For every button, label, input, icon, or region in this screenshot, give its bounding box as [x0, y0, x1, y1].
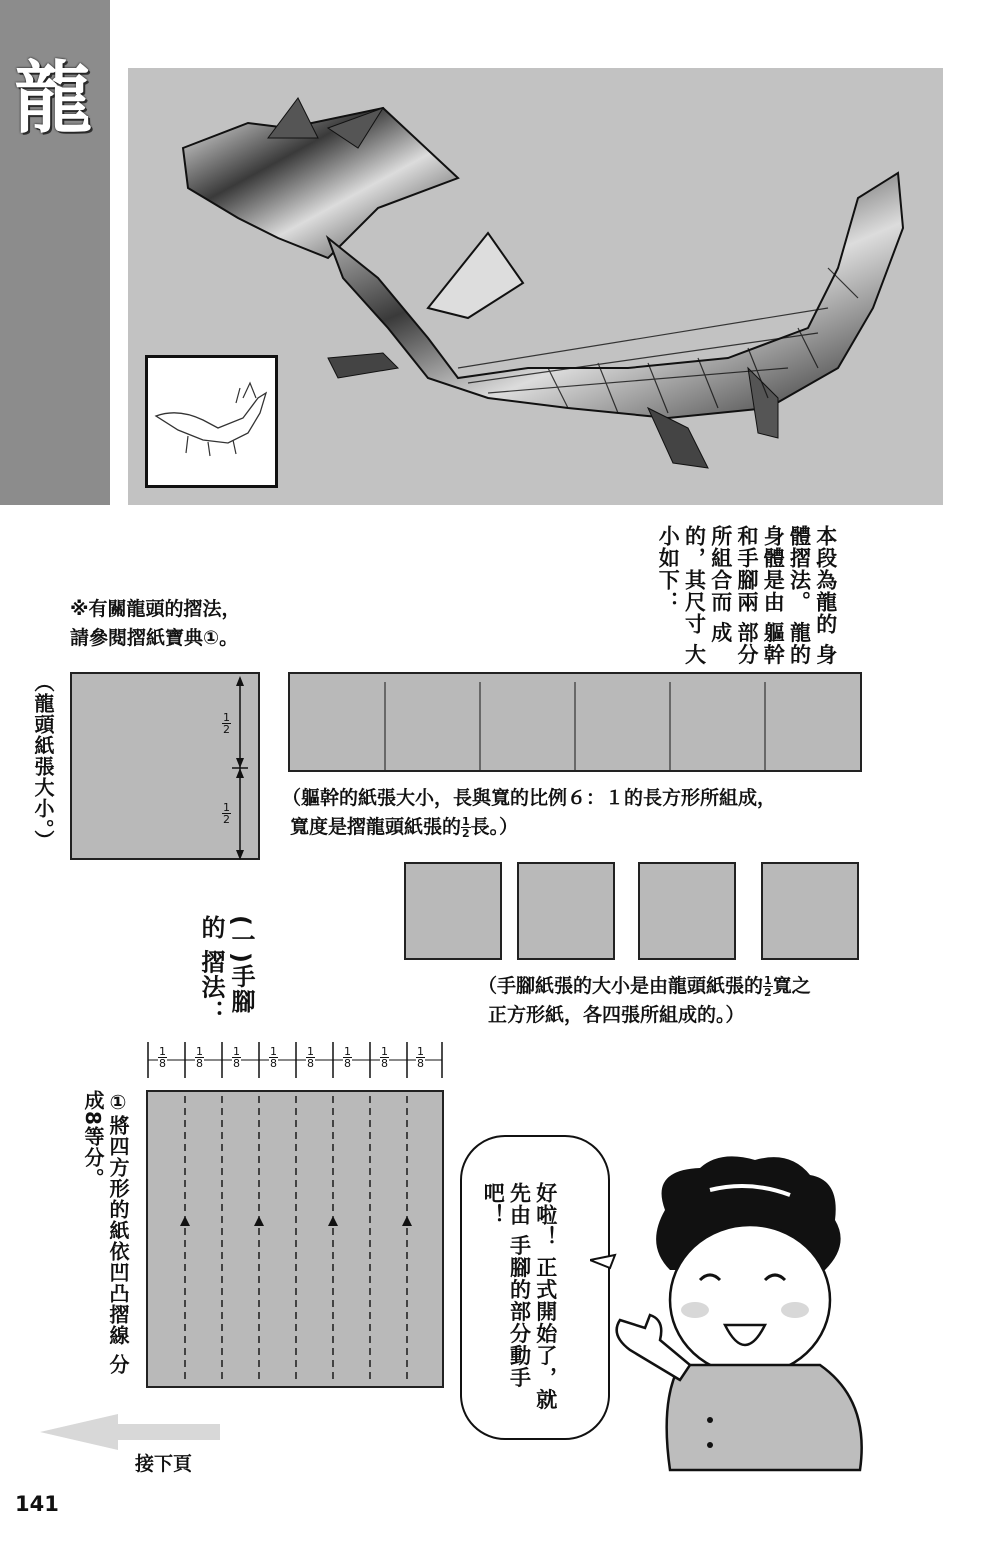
speech-line: 好啦！: [533, 1182, 558, 1248]
next-page-arrow-icon: [40, 1412, 220, 1452]
ruler-frac: $\frac{1}{8}$: [233, 1045, 240, 1070]
ruler-frac: $\frac{1}{8}$: [270, 1045, 277, 1070]
limb-caption: [478, 972, 811, 1031]
section-title-line: 摺法：: [197, 949, 225, 1025]
ruler-frac: $\frac{1}{8}$: [344, 1045, 351, 1070]
note-line: 請參閱摺紙寶典①。: [70, 627, 239, 650]
ruler-lines: [146, 1040, 444, 1080]
ruler-frac: $\frac{1}{8}$: [417, 1045, 424, 1070]
head-paper-dimension: [232, 674, 262, 862]
head-paper-square: [70, 672, 260, 860]
section-title: [196, 915, 256, 1035]
intro-line: 身體摺法。: [787, 525, 838, 666]
guide-character: [590, 1150, 880, 1480]
ruler-frac: $\frac{1}{8}$: [196, 1045, 203, 1070]
note-line: ※有關龍頭的摺法，: [70, 598, 241, 620]
fold-arrow-icon: [328, 1216, 338, 1226]
shirt-icon: [667, 1365, 862, 1470]
step1-line: ①將四方形的紙依凹凸摺線: [106, 1090, 130, 1346]
limb-paper-square: [517, 862, 615, 960]
intro-text: [655, 525, 839, 675]
intro-line: 龍的身體是由: [761, 525, 812, 666]
limb-caption-line: 正方形紙，各四張所組成的。）: [488, 1004, 745, 1027]
fold-arrow-icon: [254, 1216, 264, 1226]
torso-paper: [288, 672, 862, 772]
dragon-head-note: [70, 595, 240, 654]
limb-paper-square: [404, 862, 502, 960]
section-title-line: (一)手腳的: [197, 915, 255, 1014]
step1-square: [146, 1090, 444, 1388]
page-number: 141: [15, 1492, 59, 1516]
eighths-ruler: [146, 1040, 444, 1080]
step1-text: [80, 1090, 130, 1390]
limb-paper-square: [761, 862, 859, 960]
dragon-thumbnail: [145, 355, 278, 488]
fold-lines: [148, 1092, 442, 1386]
torso-frac: $\frac{1}{2}$: [462, 815, 470, 841]
face-icon: [670, 1225, 830, 1375]
speech-line: 手腳的部分動手吧！: [481, 1182, 532, 1389]
limb-paper-square: [638, 862, 736, 960]
limb-caption-line: （手腳紙張的大小是由龍頭紙張的 $\frac{1}{2}$ 寬之: [478, 974, 811, 999]
dragon-sketch-icon: [148, 358, 275, 485]
intro-line: 本段為龍的: [813, 525, 838, 635]
speech-line: 正式開始了，就先由: [507, 1182, 558, 1411]
fold-arrow-icon: [402, 1216, 412, 1226]
speech-text: [480, 1182, 559, 1422]
torso-divisions: [290, 674, 860, 770]
step1-line: 分成8等分。: [81, 1090, 130, 1375]
ruler-frac: $\frac{1}{8}$: [381, 1045, 388, 1070]
limb-frac: $\frac{1}{2}$: [764, 974, 772, 999]
torso-caption-line: 寬度是摺龍頭紙張的 $\frac{1}{2}$ 長。）: [290, 815, 519, 841]
ruler-frac: $\frac{1}{8}$: [159, 1045, 166, 1070]
head-paper-label: （龍頭紙張大小。）: [31, 672, 55, 851]
intro-line: 成的，其尺寸: [682, 525, 733, 644]
head-frac-bottom: $\frac{1}{2}$: [223, 801, 230, 826]
speech-bubble: [460, 1135, 610, 1440]
torso-caption: [282, 784, 776, 843]
intro-line: 部分所組合而: [708, 525, 759, 666]
bubble-tail-icon: [590, 1255, 615, 1268]
head-frac-top: $\frac{1}{2}$: [223, 711, 230, 736]
ruler-frac: $\frac{1}{8}$: [307, 1045, 314, 1070]
intro-line: 軀幹和手腳兩: [735, 525, 786, 666]
intro-line: 大小如下：: [656, 525, 707, 666]
fold-arrow-icon: [180, 1216, 190, 1226]
torso-caption-line: （軀幹的紙張大小，長與寬的比例６：１的長方形所組成，: [282, 787, 777, 809]
next-page-label: 接下頁: [135, 1453, 193, 1475]
page-title: 龍: [14, 54, 93, 144]
